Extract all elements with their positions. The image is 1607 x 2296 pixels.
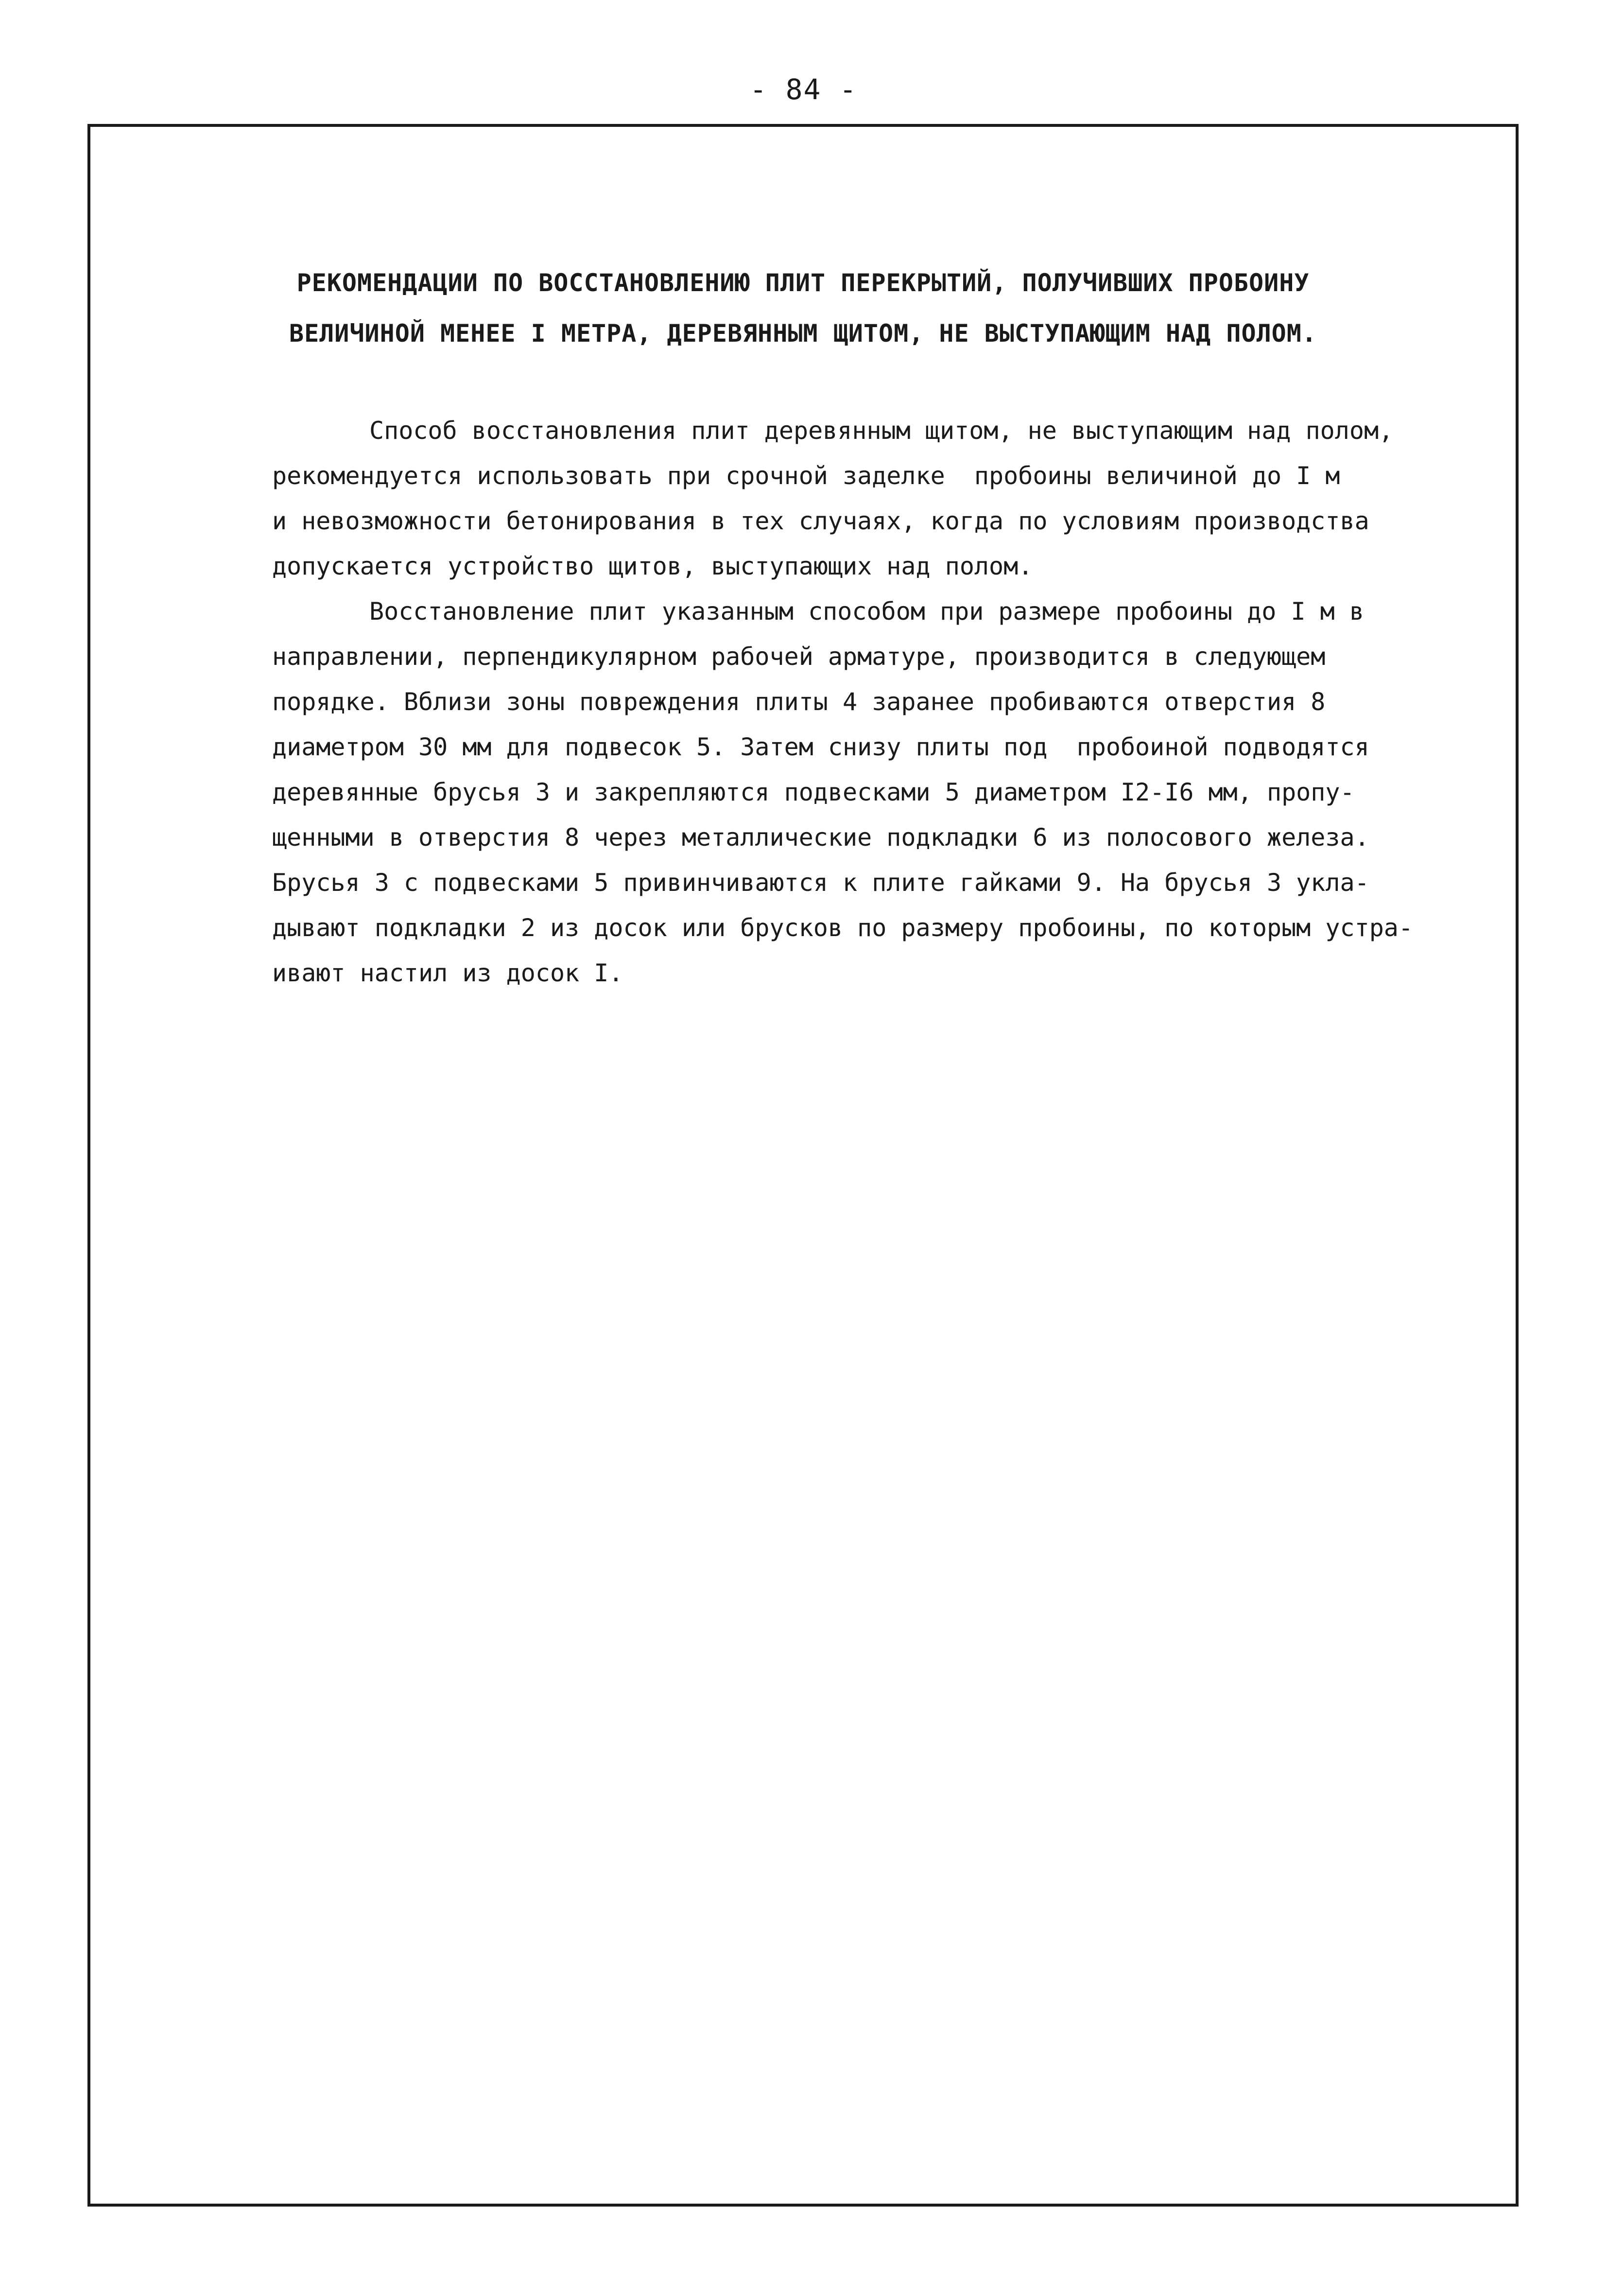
page-number: - 84 - bbox=[749, 73, 858, 106]
text-line: Восстановление плит указанным способом при размере пробоины до I м в bbox=[369, 597, 1364, 626]
text-line: и невозможности бетонирования в тех случаях, когда по условиям производства bbox=[272, 507, 1369, 535]
text-line: Брусья 3 с подвесками 5 привинчиваются к плите гайками 9. На брусья 3 укла- bbox=[272, 869, 1369, 897]
text-line: дывают подкладки 2 из досок или брусков по размеру пробоины, по которым устра- bbox=[272, 914, 1413, 942]
body-text bbox=[272, 408, 1413, 996]
text-line: рекомендуется использовать при срочной заделке пробоины величиной до I м bbox=[272, 462, 1340, 490]
text-line: порядке. Вблизи зоны повреждения плиты 4 заранее пробиваются отверстия 8 bbox=[272, 688, 1326, 716]
text-line: допускается устройство щитов, выступающих над полом. bbox=[272, 552, 1033, 580]
section-title bbox=[87, 258, 1519, 359]
text-line: щенными в отверстия 8 через металлические подкладки 6 из полосового железа. bbox=[272, 823, 1369, 852]
text-line: деревянные брусья 3 и закрепляются подвесками 5 диаметром I2-I6 мм, пропу- bbox=[272, 778, 1355, 806]
text-line: диаметром 30 мм для подвесок 5. Затем снизу плиты под пробоиной подводятся bbox=[272, 733, 1369, 761]
paragraph-2 bbox=[272, 589, 1413, 996]
paragraph-1 bbox=[272, 408, 1394, 589]
title-line-2: ВЕЛИЧИНОЙ МЕНЕЕ I МЕТРА, ДЕРЕВЯННЫМ ЩИТОМ, НЕ ВЫСТУПАЮЩИМ НАД ПОЛОМ. bbox=[289, 319, 1317, 348]
text-line: Способ восстановления плит деревянным щитом, не выступающим над полом, bbox=[369, 417, 1394, 445]
text-line: ивают настил из досок I. bbox=[272, 959, 623, 987]
text-line: направлении, перпендикулярном рабочей арматуре, производится в следующем bbox=[272, 643, 1326, 671]
title-line-1: РЕКОМЕНДАЦИИ ПО ВОССТАНОВЛЕНИЮ ПЛИТ ПЕРЕКРЫТИЙ, ПОЛУЧИВШИХ ПРОБОИНУ bbox=[296, 269, 1310, 297]
